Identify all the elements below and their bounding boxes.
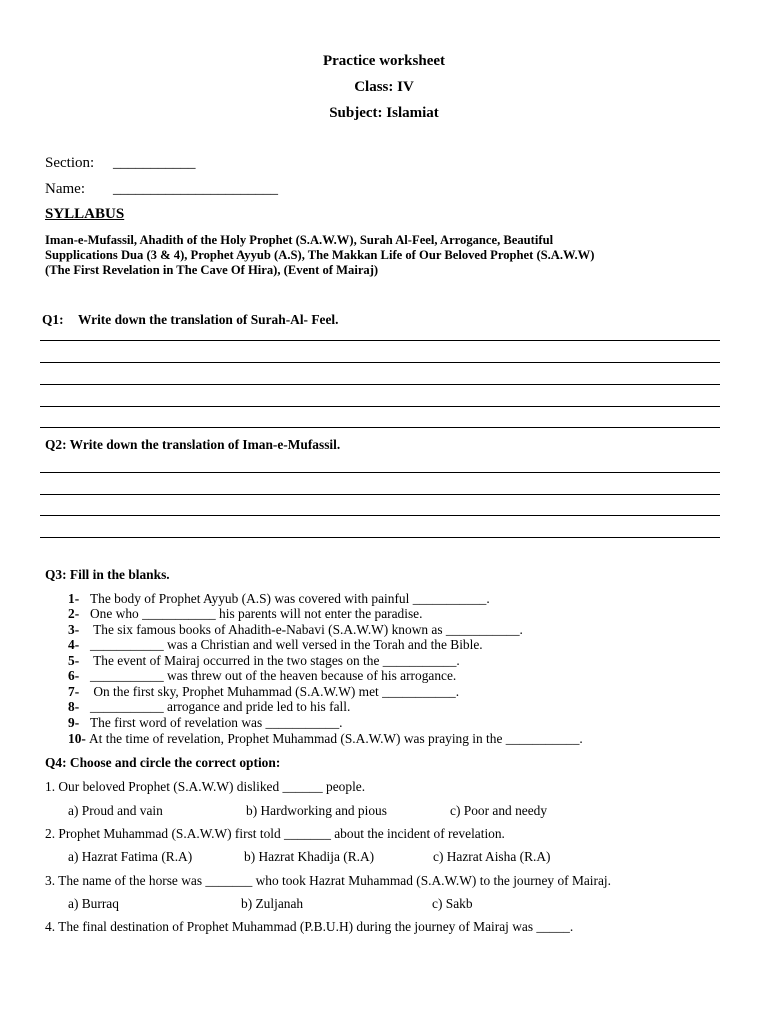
item-number: 2- — [68, 606, 80, 621]
fill-blank-item — [68, 637, 483, 653]
fill-blank-item — [68, 591, 490, 607]
q1-label: Q1: — [42, 312, 64, 327]
item-number: 7- — [68, 684, 80, 699]
item-number: 9- — [68, 715, 80, 730]
item-text: ___________ was a Christian and well versed in the Torah and the Bible. — [90, 637, 483, 652]
mcq-option[interactable]: b) Zuljanah — [241, 896, 304, 911]
item-text: The first word of revelation was ___________. — [90, 715, 343, 730]
section-label: Section: — [45, 155, 95, 171]
mcq-option[interactable]: b) Hardworking and pious — [246, 803, 387, 818]
item-text: ___________ was threw out of the heaven because of his arrogance. — [90, 668, 457, 683]
q1-question: Write down the translation of Surah-Al- Feel. — [78, 312, 339, 327]
syllabus-line: Iman-e-Mufassil, Ahadith of the Holy Prophet (S.A.W.W), Surah Al-Feel, Arrogance, Beautiful — [45, 233, 554, 247]
mcq-option[interactable]: b) Hazrat Khadija (R.A) — [244, 849, 375, 864]
mcq-option[interactable]: c) Sakb — [432, 896, 473, 911]
fill-blank-item — [68, 715, 343, 731]
item-number: 5- — [68, 653, 80, 668]
subject-label: Subject: Islamiat — [329, 105, 439, 121]
mcq-option[interactable]: a) Burraq — [68, 896, 119, 911]
item-text: The six famous books of Ahadith-e-Nabavi (S.A.W.W) known as ___________. — [90, 622, 523, 637]
item-number: 3- — [68, 622, 80, 637]
answer-line — [40, 427, 720, 428]
item-text: On the first sky, Prophet Muhammad (S.A.W.W) met ___________. — [90, 684, 460, 699]
item-number: 10- — [68, 731, 86, 746]
section-field: ___________ — [113, 155, 196, 171]
mcq-question: 3. The name of the horse was _______ who took Hazrat Muhammad (S.A.W.W) to the journey of Mairaj. — [45, 873, 611, 888]
fill-blank-item — [68, 653, 460, 669]
fill-blank-item — [68, 699, 350, 715]
item-text: At the time of revelation, Prophet Muhammad (S.A.W.W) was praying in the ___________. — [89, 731, 583, 746]
class-label: Class: IV — [354, 79, 414, 95]
name-label: Name: — [45, 181, 85, 197]
fill-blank-item — [68, 668, 456, 684]
fill-blank-item — [68, 731, 583, 747]
item-number: 6- — [68, 668, 80, 683]
name-field: ______________________ — [113, 181, 278, 197]
mcq-question: 4. The final destination of Prophet Muhammad (P.B.U.H) during the journey of Mairaj was _____. — [45, 919, 574, 934]
fill-blank-item — [68, 622, 523, 638]
item-text: ___________ arrogance and pride led to his fall. — [90, 699, 351, 714]
q2-question: Q2: Write down the translation of Iman-e-Mufassil. — [45, 437, 341, 452]
worksheet-title: Practice worksheet — [322, 53, 446, 69]
q4-heading: Q4: Choose and circle the correct option: — [45, 755, 281, 770]
item-text: One who ___________ his parents will not enter the paradise. — [90, 606, 423, 621]
mcq-option[interactable]: a) Hazrat Fatima (R.A) — [68, 849, 193, 864]
fill-blank-item — [68, 684, 459, 700]
fill-blank-item — [68, 606, 422, 622]
answer-line — [40, 384, 720, 385]
item-text: The event of Mairaj occurred in the two stages on the ___________. — [90, 653, 460, 668]
q3-heading: Q3: Fill in the blanks. — [45, 567, 170, 582]
item-number: 4- — [68, 637, 80, 652]
mcq-option[interactable]: a) Proud and vain — [68, 803, 163, 818]
item-number: 1- — [68, 591, 80, 606]
answer-line — [40, 472, 720, 473]
mcq-option[interactable]: c) Hazrat Aisha (R.A) — [433, 849, 551, 864]
syllabus-heading: SYLLABUS — [45, 206, 125, 222]
syllabus-line: (The First Revelation in The Cave Of Hira), (Event of Mairaj) — [45, 263, 379, 277]
item-number: 8- — [68, 699, 80, 714]
mcq-question: 2. Prophet Muhammad (S.A.W.W) first told _______ about the incident of revelation. — [45, 826, 505, 841]
answer-line — [40, 494, 720, 495]
syllabus-line: Supplications Dua (3 & 4), Prophet Ayyub (A.S), The Makkan Life of Our Beloved Prophet (S.A.W.W) — [45, 248, 595, 262]
answer-line — [40, 515, 720, 516]
mcq-question: 1. Our beloved Prophet (S.A.W.W) disliked ______ people. — [45, 779, 366, 794]
mcq-option[interactable]: c) Poor and needy — [450, 803, 548, 818]
answer-line — [40, 340, 720, 341]
answer-line — [40, 537, 720, 538]
answer-line — [40, 362, 720, 363]
answer-line — [40, 406, 720, 407]
item-text: The body of Prophet Ayyub (A.S) was covered with painful ___________. — [90, 591, 490, 606]
